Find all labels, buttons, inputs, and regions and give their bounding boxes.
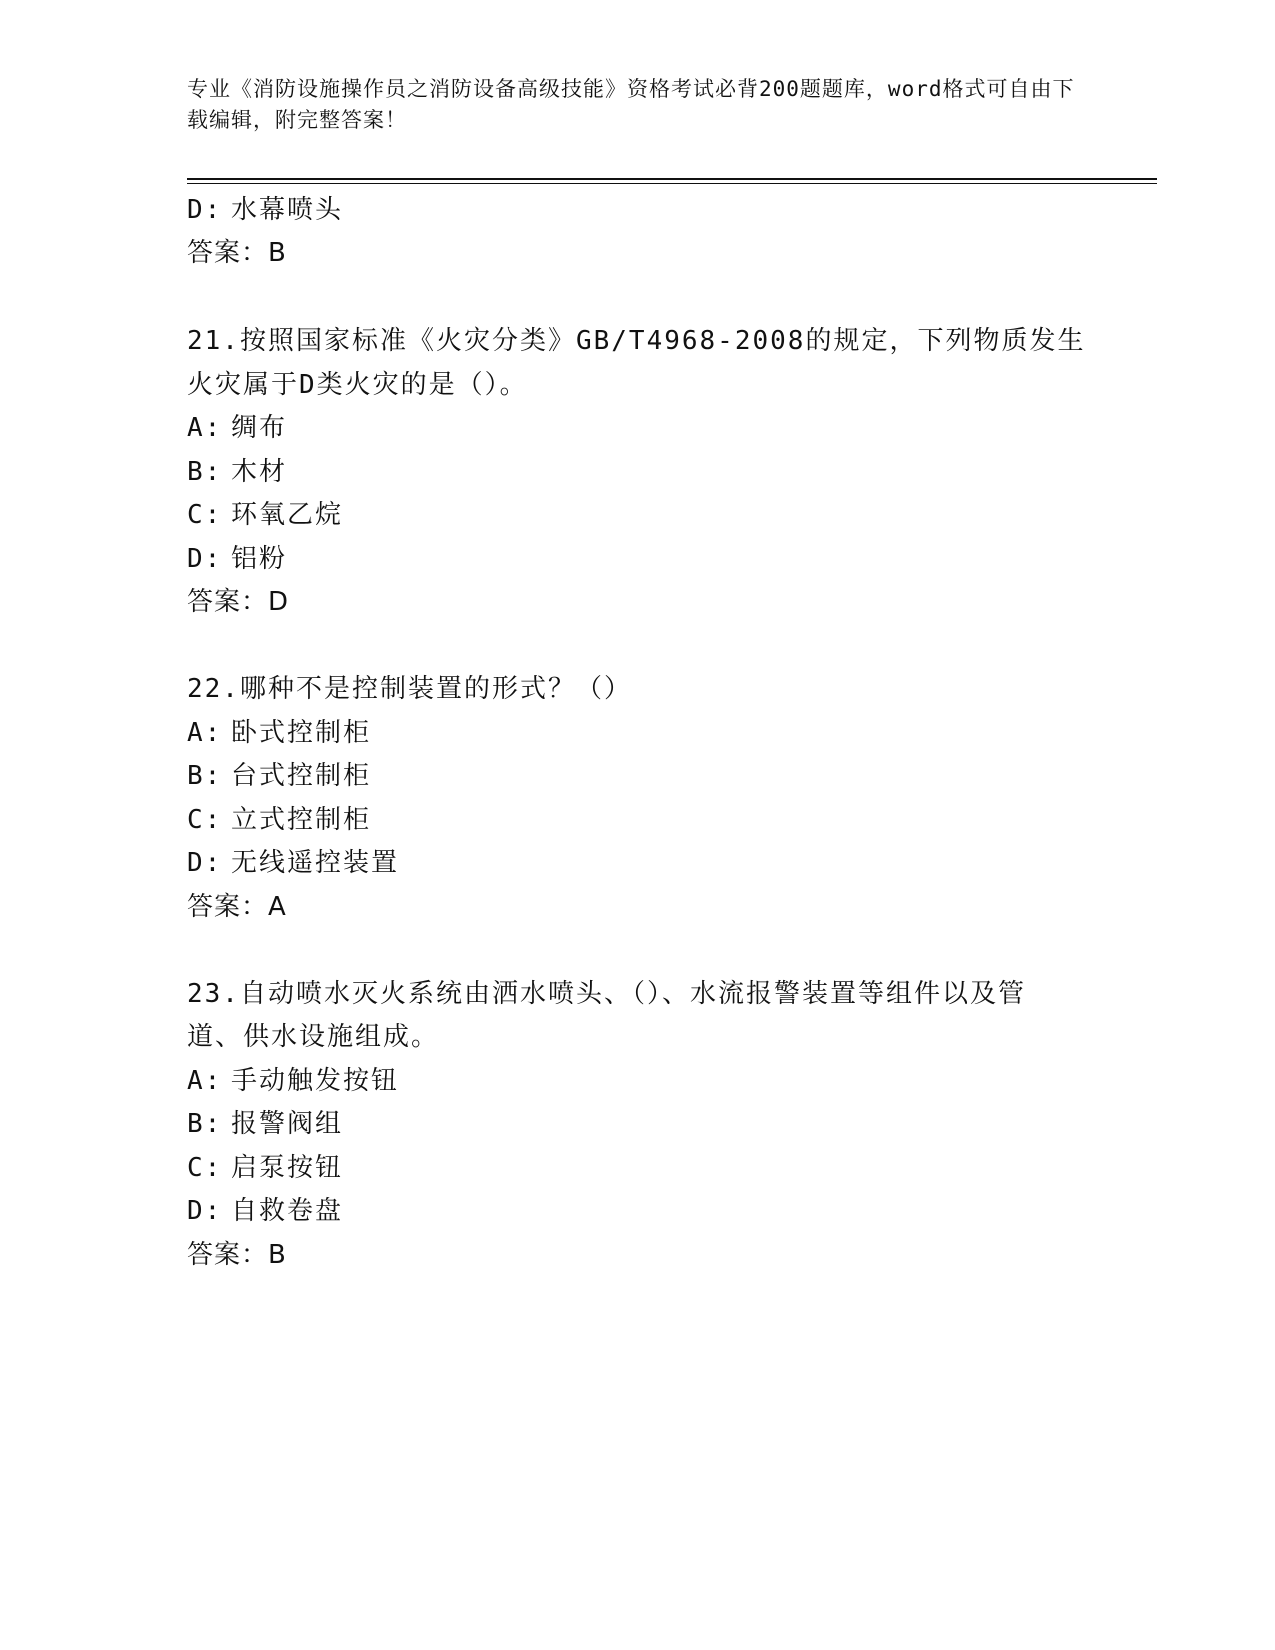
q22-option-c [187,803,371,837]
header-rule [187,178,1157,180]
option-text: 卧式控制柜 [231,718,372,748]
option-text: 木材 [231,457,288,487]
q21-option-c [187,498,343,532]
option-label: D: [187,195,223,225]
option-text: 启泵按钮 [231,1153,344,1183]
option-text: 无线遥控装置 [231,848,400,878]
option-label: A: [187,718,223,748]
prev-answer: 答案：B [187,238,287,268]
q23-answer: 答案：B [187,1240,287,1270]
q23-option-b [187,1107,343,1141]
q23-option-d [187,1194,343,1228]
option-label: D: [187,848,223,878]
q22-option-a [187,716,371,750]
q21-option-a [187,411,287,445]
option-label: A: [187,1066,223,1096]
q22-option-d [187,846,399,880]
option-text: 铝粉 [231,544,288,574]
option-label: B: [187,457,223,487]
option-text: 环氧乙烷 [231,500,344,530]
option-label: C: [187,805,223,835]
option-label: C: [187,1153,223,1183]
q21-option-d [187,542,287,576]
document-header: 专业《消防设施操作员之消防设备高级技能》资格考试必背200题题库，word格式可自由下载编辑，附完整答案！ [187,77,1075,132]
q21-answer: 答案：D [187,587,290,617]
q22-answer: 答案：A [187,892,287,922]
option-text: 报警阀组 [231,1109,344,1139]
option-text: 绸布 [231,413,288,443]
option-label: D: [187,1196,223,1226]
option-label: C: [187,500,223,530]
option-label: B: [187,1109,223,1139]
option-label: D: [187,544,223,574]
option-label: B: [187,761,223,791]
q23-option-a [187,1064,399,1098]
option-text: 手动触发按钮 [231,1066,400,1096]
q21-stem-line2: 火灾属于D类火灾的是（）。 [187,370,528,400]
header-rule-thin [187,183,1157,184]
q23-stem-line2: 道、供水设施组成。 [187,1022,440,1052]
q21-option-b [187,455,287,489]
q23-stem-line1: 23.自动喷水灭火系统由洒水喷头、（）、水流报警装置等组件以及管 [187,979,1026,1009]
prev-option-d [187,193,343,227]
option-text: 水幕喷头 [231,195,344,225]
option-text: 自救卷盘 [231,1196,344,1226]
q22-option-b [187,759,371,793]
q22-stem-line1: 22.哪种不是控制装置的形式？（） [187,674,632,704]
q21-stem-line1: 21.按照国家标准《火灾分类》GB/T4968-2008的规定，下列物质发生 [187,326,1086,356]
option-label: A: [187,413,223,443]
option-text: 台式控制柜 [231,761,372,791]
q23-option-c [187,1151,343,1185]
option-text: 立式控制柜 [231,805,372,835]
